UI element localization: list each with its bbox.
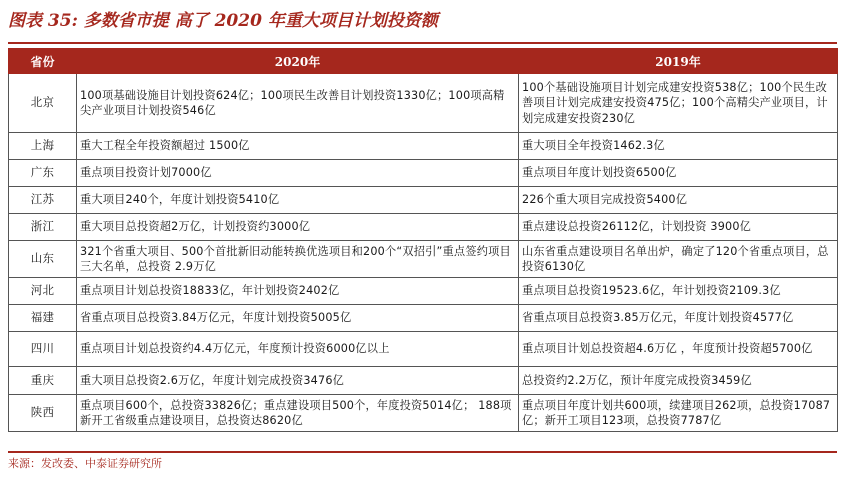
- title-divider: [8, 42, 837, 44]
- cell-2020: 重点项目600个，总投资33826亿；重点建设项目500个，年度投资5014亿； 188项新开工省级重点建设项目，总投资达8620亿: [77, 395, 519, 432]
- cell-2020: 重点项目投资计划7000亿: [77, 160, 519, 187]
- cell-2019: 重大项目全年投资1462.3亿: [519, 133, 838, 160]
- cell-2020: 重大项目总投资超2万亿，计划投资约3000亿: [77, 214, 519, 241]
- province-cell: 江苏: [9, 187, 77, 214]
- table-row: [9, 133, 838, 160]
- cell-2020: 100项基础设施目计划投资624亿；100项民生改善目计划投资1330亿；100项高精尖产业项目计划投资546亿: [77, 74, 519, 133]
- table-row: [9, 241, 838, 278]
- cell-2020: 重大工程全年投资额超过 1500亿: [77, 133, 519, 160]
- header-2019: 2019年: [519, 49, 838, 74]
- source-divider: [8, 451, 837, 453]
- cell-2020: 重大项目240个，年度计划投资5410亿: [77, 187, 519, 214]
- header-row: [9, 49, 838, 74]
- cell-2019: 省重点项目总投资3.85万亿元，年度计划投资4577亿: [519, 305, 838, 332]
- table-row: [9, 395, 838, 432]
- province-cell: 四川: [9, 332, 77, 367]
- province-cell: 广东: [9, 160, 77, 187]
- table-row: [9, 214, 838, 241]
- cell-2019: 重点建设总投资26112亿，计划投资 3900亿: [519, 214, 838, 241]
- cell-2019: 重点项目总投资19523.6亿，年计划投资2109.3亿: [519, 278, 838, 305]
- province-cell: 浙江: [9, 214, 77, 241]
- table-row: [9, 74, 838, 133]
- table-row: [9, 332, 838, 367]
- cell-2019: 总投资约2.2万亿，预计年度完成投资3459亿: [519, 367, 838, 395]
- province-cell: 河北: [9, 278, 77, 305]
- table-row: [9, 160, 838, 187]
- cell-2020: 重点项目计划总投资约4.4万亿元，年度预计投资6000亿以上: [77, 332, 519, 367]
- province-cell: 山东: [9, 241, 77, 278]
- cell-2020: 省重点项目总投资3.84万亿元，年度计划投资5005亿: [77, 305, 519, 332]
- cell-2020: 重大项目总投资2.6万亿，年度计划完成投资3476亿: [77, 367, 519, 395]
- header-2020: 2020年: [77, 49, 519, 74]
- table-row: [9, 187, 838, 214]
- cell-2020: 321个省重大项目、500个首批新旧动能转换优选项目和200个“双招引”重点签约项目三大名单，总投资 2.9万亿: [77, 241, 519, 278]
- figure-title: 图表 35: 多数省市提 高了 2020 年重大项目计划投资额: [8, 11, 438, 31]
- cell-2019: 重点项目年度计划投资6500亿: [519, 160, 838, 187]
- header-province: 省份: [9, 49, 77, 74]
- province-cell: 重庆: [9, 367, 77, 395]
- cell-2019: 226个重大项目完成投资5400亿: [519, 187, 838, 214]
- table-row: [9, 305, 838, 332]
- cell-2019: 重点项目计划总投资超4.6万亿 ，年度预计投资超5700亿: [519, 332, 838, 367]
- investment-table: [8, 48, 838, 432]
- table-row: [9, 367, 838, 395]
- cell-2019: 重点项目年度计划共600项，续建项目262项，总投资17087亿；新开工项目123项，总投资7787亿: [519, 395, 838, 432]
- source-note: 来源：发改委、中泰证券研究所: [8, 457, 162, 470]
- province-cell: 福建: [9, 305, 77, 332]
- cell-2019: 山东省重点建设项目名单出炉，确定了120个省重点项目，总投资6130亿: [519, 241, 838, 278]
- cell-2019: 100个基础设施项目计划完成建安投资538亿；100个民生改善项目计划完成建安投资475亿；100个高精尖产业项目，计划完成建安投资230亿: [519, 74, 838, 133]
- province-cell: 陕西: [9, 395, 77, 432]
- cell-2020: 重点项目计划总投资18833亿，年计划投资2402亿: [77, 278, 519, 305]
- province-cell: 上海: [9, 133, 77, 160]
- table-row: [9, 278, 838, 305]
- province-cell: 北京: [9, 74, 77, 133]
